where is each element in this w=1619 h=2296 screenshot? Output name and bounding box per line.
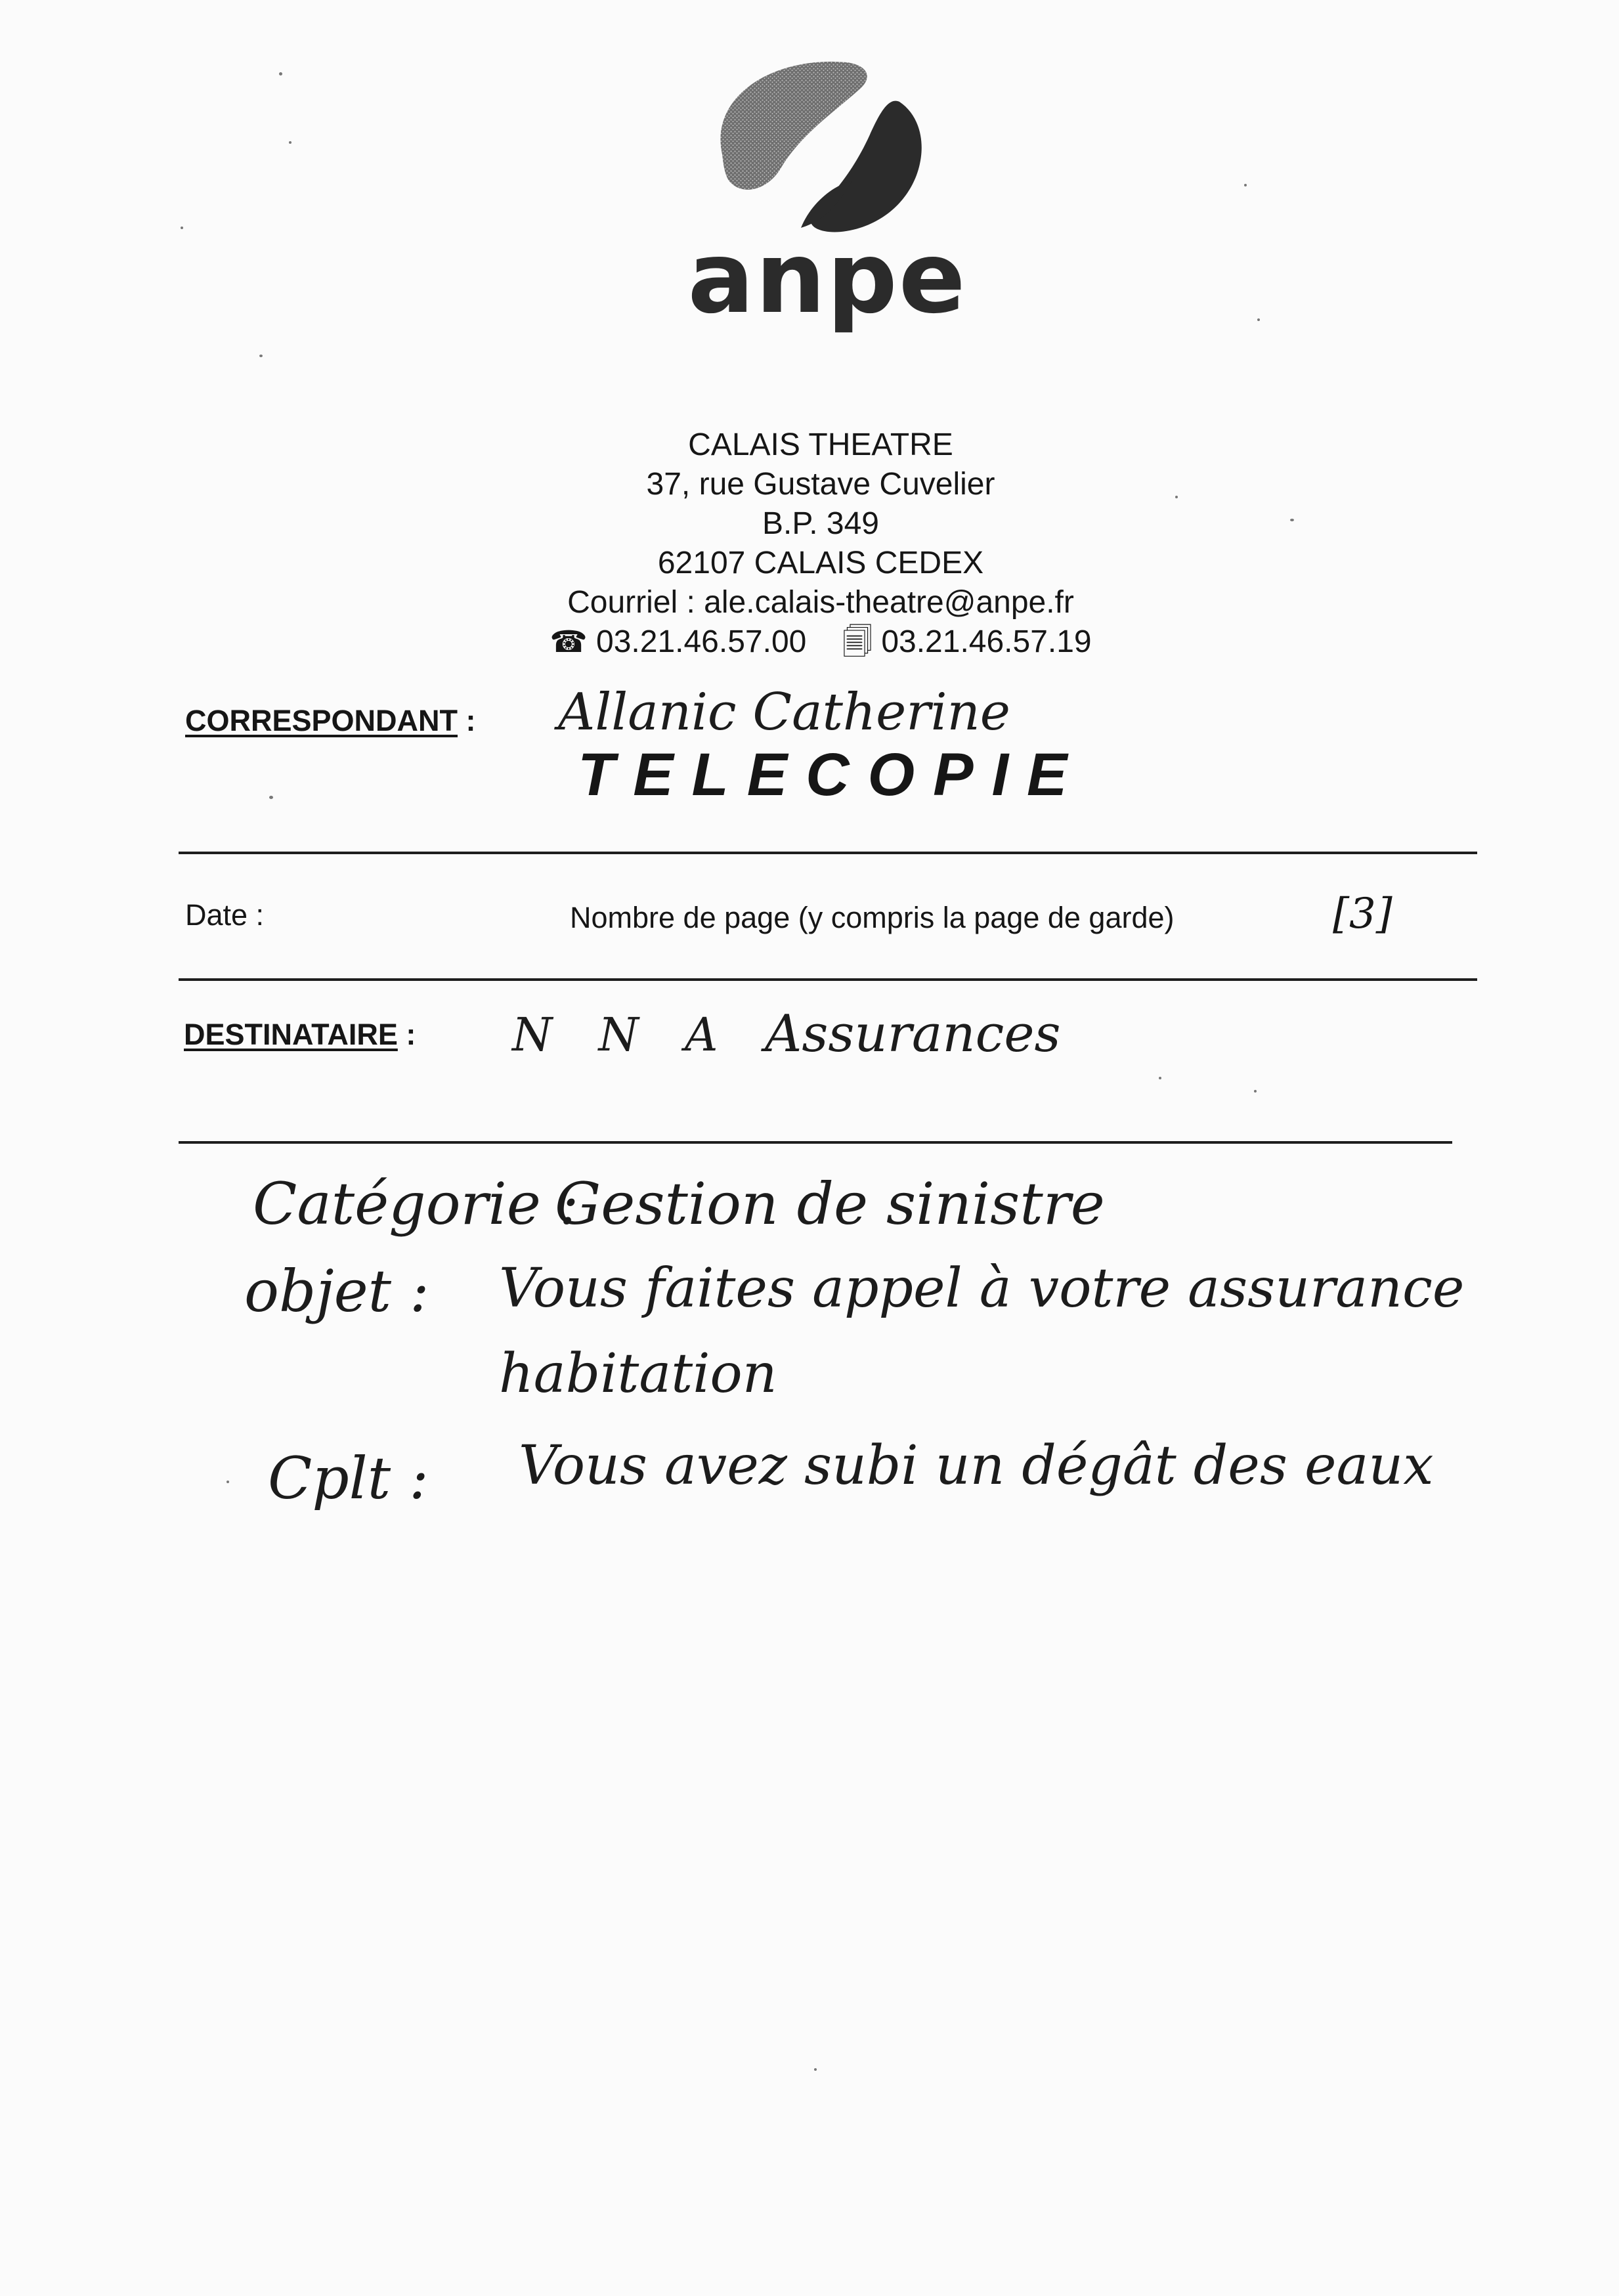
cplt-label: Cplt : [268,1444,429,1512]
anpe-logo-mark [702,56,939,240]
agency-name: CALAIS THEATRE [688,427,953,462]
divider-rule [179,1141,1452,1144]
scan-speck [289,141,291,144]
cplt-value: Vous avez subi un dégât des eaux [519,1435,1434,1497]
telephone-icon: ☎ [550,624,588,659]
date-label: Date : [185,898,265,932]
agency-address-block [460,425,1182,662]
agency-phone-fax-row [460,622,1182,662]
destinataire-label: DESTINATAIRE [184,1018,398,1051]
objet-value-line-1: Vous faites appel à votre assurance [499,1257,1465,1320]
objet-label: objet : [244,1257,429,1325]
scan-speck [1244,184,1247,186]
agency-po-box: B.P. 349 [762,506,879,541]
scan-speck [1257,318,1260,321]
correspondant-label-row [185,704,476,738]
agency-phone: 03.21.46.57.00 [596,624,807,659]
page-count-value: [3] [1333,890,1392,938]
agency-fax: 03.21.46.57.19 [881,624,1092,659]
anpe-wordmark-text: anpe [687,230,967,336]
correspondant-value: Allanic Catherine [558,683,1010,742]
divider-rule [179,852,1477,854]
correspondant-label: CORRESPONDANT [185,704,458,737]
scan-speck [279,72,282,76]
fax-icon: 🗐 [842,624,873,659]
agency-email: Courriel : ale.calais-theatre@anpe.fr [567,585,1074,620]
scan-speck [269,796,273,799]
scan-speck [181,227,183,229]
agency-street: 37, rue Gustave Cuvelier [646,467,995,502]
objet-value-line-2: habitation [499,1343,777,1405]
scan-speck [1290,519,1294,521]
scan-speck [259,355,263,357]
scan-speck [814,2068,817,2071]
destinataire-separator: : [397,1018,416,1051]
page-count-label: Nombre de page (y compris la page de garde) [570,901,1175,934]
correspondant-separator: : [458,704,476,737]
scan-speck [227,1481,229,1483]
scan-speck [1175,496,1178,498]
destinataire-label-row [184,1018,416,1052]
scan-speck [1254,1090,1257,1093]
divider-rule [179,978,1477,981]
agency-city: 62107 CALAIS CEDEX [657,546,984,580]
destinataire-name: Assurances [765,1005,1061,1064]
destinataire-abbrev: N N A [512,1008,734,1062]
anpe-logo-wordmark [670,230,985,361]
scan-speck [1159,1077,1161,1079]
document-title: TELECOPIE [578,741,1086,808]
categorie-label: Catégorie : [253,1170,579,1238]
categorie-value: Gestion de sinistre [555,1170,1105,1238]
